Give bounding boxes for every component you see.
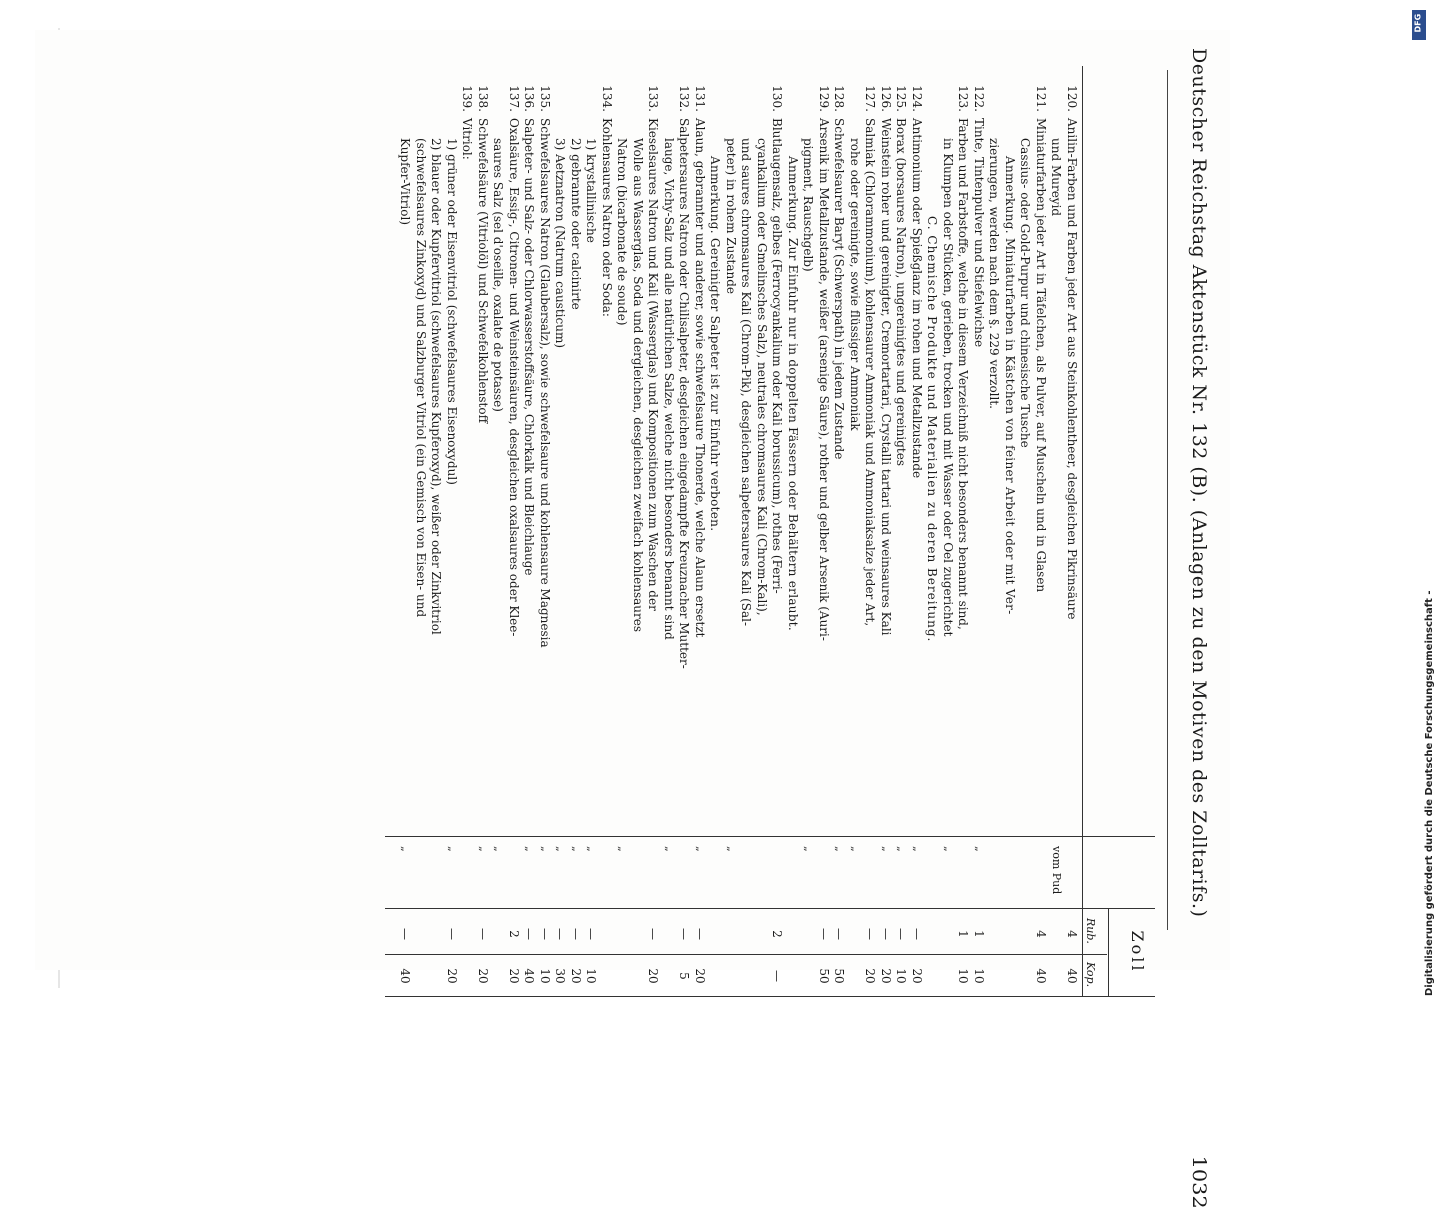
tariff-row — [816, 66, 832, 1126]
tariff-description: peter) in rohem Zustande — [724, 138, 738, 295]
tariff-row — [909, 66, 925, 1126]
tariff-description: rohe oder gereinigte, sowie flüssiger Ammoniak — [848, 138, 862, 431]
tariff-unit: „ — [880, 846, 893, 852]
tariff-unit: „ — [895, 846, 909, 852]
tariff-row — [630, 66, 646, 1126]
tariff-description: Oxalsäure, Essig-, Citronen- und Weinsteinsäuren, desgleichen oxalsaures oder Klee- — [507, 118, 521, 637]
tariff-row — [506, 66, 522, 1126]
page-header — [1174, 30, 1214, 1209]
duty-rubles: — — [522, 928, 537, 940]
tariff-number: 122. — [972, 85, 986, 112]
duty-kopeks: 20 — [879, 968, 893, 984]
duty-kopeks: 20 — [569, 968, 583, 984]
tariff-number: 125. — [894, 85, 909, 112]
tariff-row — [878, 66, 894, 1126]
duty-kopeks: 20 — [863, 968, 878, 984]
duty-rubles: — — [832, 928, 847, 940]
tariff-number: 128. — [832, 85, 847, 112]
tariff-row — [894, 66, 910, 1126]
tariff-description: Kupfer-Vitriol) — [398, 138, 413, 226]
tariff-unit: „ — [539, 846, 552, 852]
tariff-number: 129. — [817, 85, 831, 112]
tariff-number: 121. — [1034, 85, 1048, 112]
tariff-row — [832, 66, 848, 1126]
tariff-description: Weinstein roher und gereinigter, Cremortartari, Crystalli tartari und weinsaures Kali — [879, 118, 893, 636]
tariff-row — [987, 66, 1003, 1126]
tariff-description: Tinte, Tintenpulver und Stiefelwichse — [972, 118, 986, 348]
tariff-row — [723, 66, 739, 1126]
tariff-description: Salmiak (Chlorammonium), kohlensaurer Ammoniak und Ammoniaksalze jeder Art, — [863, 118, 878, 627]
tariff-row — [770, 66, 786, 1126]
duty-kopeks: 20 — [476, 968, 490, 984]
duty-kopeks: 20 — [646, 968, 661, 984]
tariff-row — [1018, 66, 1034, 1126]
tariff-description: pigment, Rauschgelb) — [801, 138, 816, 272]
tariff-description: Salpeter- und Salz- oder Chlorwasserstoffsäure, Chlorkalk und Bleichlauge — [522, 118, 537, 576]
tariff-description: Kieselsaures Natron und Kali (Wasserglas) und Kompositionen zum Waschen der — [646, 118, 661, 611]
tariff-description: 1) grüner oder Eisenvitriol (schwefelsaures Eisenoxydul) — [445, 138, 459, 485]
tariff-row — [615, 66, 631, 1126]
duty-kopeks: 40 — [398, 968, 413, 984]
tariff-unit: vom Pud — [1050, 846, 1064, 895]
tariff-row — [553, 66, 569, 1126]
tariff-number: 131. — [693, 85, 707, 112]
duty-rubles: — — [584, 928, 599, 940]
tariff-row — [1002, 66, 1018, 1126]
tariff-unit: „ — [942, 846, 955, 852]
tariff-row — [863, 66, 879, 1126]
duty-kopeks: 40 — [1034, 968, 1048, 984]
tariff-description: Schwefelsäure (Vitriolöl) und Schwefelkohlenstoff — [476, 118, 490, 424]
kop-column-heading: Kop. — [1084, 962, 1097, 988]
tariff-description: in Klumpen oder Stücken, gerieben, trocken und mit Wasser oder Oel zugerichtet — [941, 138, 955, 637]
tariff-description: Borax (borsaures Natron), ungereinigtes und gereinigtes — [894, 118, 909, 466]
duty-rubles: — — [476, 928, 490, 940]
tariff-unit: „ — [973, 846, 986, 852]
tariff-unit: „ — [477, 846, 490, 852]
tariff-description: Salpetersaures Natron oder Chilisalpeter, desgleichen eingedampfte Kreuznacher Mutter- — [677, 118, 692, 669]
tariff-description: Anmerkung. Gereinigter Salpeter ist zur Einfuhr verboten. — [708, 156, 723, 532]
tariff-description: lauge, Vichy-Salz und alle natürlichen Salze, welche nicht besonders benannt sind — [662, 138, 676, 640]
tariff-description: zierungen, werden nach dem §. 229 verzollt. — [987, 138, 1002, 409]
tariff-number: 126. — [879, 85, 893, 112]
tariff-description: Kohlensaures Natron oder Soda: — [600, 118, 614, 317]
duty-kopeks: 20 — [507, 968, 521, 984]
tariff-description: 2) blauer oder Kupfervitriol (schwefelsaures Kupferoxyd), weißer oder Zinkvitriol — [429, 138, 444, 635]
duty-rubles: — — [693, 928, 707, 940]
tariff-unit: „ — [663, 846, 676, 852]
tariff-description: saures Salz (sel d'oseille, oxalate de potasse) — [491, 138, 506, 412]
tariff-description: Arsenik im Metallzustande, weißer (arsenige Säure), rother und gelber Arsenik (Auri- — [817, 118, 831, 641]
tariff-unit: „ — [833, 846, 847, 852]
tariff-number: 124. — [910, 85, 924, 112]
rub-column-heading: Rub. — [1084, 918, 1097, 944]
tariff-row — [584, 66, 600, 1126]
tariff-unit: „ — [725, 846, 738, 852]
tariff-number: 135. — [538, 85, 552, 112]
duty-rubles: 4 — [1065, 930, 1079, 938]
duty-kopeks: 5 — [677, 972, 692, 980]
tariff-number: 130. — [770, 85, 785, 112]
tariff-unit: „ — [570, 846, 583, 852]
tariff-number: 133. — [646, 85, 661, 112]
tariff-row — [1033, 66, 1049, 1126]
duty-kopeks: 50 — [817, 968, 831, 984]
tariff-description: Anmerkung. Zur Einfuhr nur in doppelten Fässern oder Behältern erlaubt. — [786, 156, 800, 632]
header-rule — [1167, 70, 1168, 930]
tariff-description: Vitriol: — [460, 118, 475, 160]
tariff-row — [801, 66, 817, 1126]
tariff-description: Antimonium oder Spießglanz im rohen und Metallzustande — [910, 118, 924, 479]
zoll-column-heading: Zoll — [1128, 930, 1147, 974]
tariff-row — [444, 66, 460, 1126]
tariff-number: 120. — [1065, 85, 1079, 112]
tariff-description: C. Chemische Produkte und Materialien zu deren Bereitung. — [925, 216, 940, 643]
duty-rubles: — — [553, 928, 568, 940]
tariff-number: 132. — [677, 85, 692, 112]
duty-kopeks: 50 — [832, 968, 847, 984]
tariff-description: Schwefelsaurer Baryt (Schwerspath) in jedem Zustande — [832, 118, 847, 460]
duty-rubles: 2 — [770, 930, 785, 938]
tariff-unit: „ — [554, 846, 568, 852]
duty-rubles: — — [910, 928, 924, 940]
duty-rubles: — — [445, 928, 459, 940]
duty-rubles: 1 — [956, 930, 971, 938]
tariff-row — [398, 66, 414, 1126]
duty-rubles: — — [398, 928, 413, 940]
duty-rubles: — — [538, 928, 552, 940]
tariff-unit: „ — [523, 846, 537, 852]
duty-kopeks: 10 — [538, 968, 552, 984]
tariff-row — [537, 66, 553, 1126]
tariff-row — [708, 66, 724, 1126]
tariff-row — [1064, 66, 1080, 1126]
tariff-unit: „ — [911, 846, 924, 852]
duty-rubles: — — [817, 928, 831, 940]
page-number: 1032 — [1188, 1155, 1210, 1209]
tariff-row — [971, 66, 987, 1126]
tariff-unit: „ — [492, 846, 506, 852]
tariff-description: und saures chromsaures Kali (Chrom-Pik), desgleichen salpetersaures Kali (Sal- — [739, 138, 754, 627]
tariff-row — [739, 66, 755, 1126]
header-title: Deutscher Reichstag Aktenstück Nr. 132 (B). (Anlagen zu den Motiven des Zolltarifs.) — [1188, 48, 1210, 918]
tariff-row — [925, 66, 941, 1126]
tariff-row — [677, 66, 693, 1126]
tariff-row — [785, 66, 801, 1126]
dfg-logo: DFG — [1412, 10, 1426, 40]
duty-rubles: — — [677, 928, 692, 940]
tariff-unit: „ — [802, 846, 816, 852]
rotated-document-page — [35, 30, 1230, 1209]
duty-kopeks: 20 — [910, 968, 924, 984]
tariff-unit: „ — [849, 846, 862, 852]
duty-rubles: — — [863, 928, 878, 940]
duty-kopeks: 40 — [1065, 968, 1079, 984]
tariff-number: 136. — [522, 85, 537, 112]
tariff-unit: „ — [694, 846, 707, 852]
zoll-header-rule — [1108, 908, 1109, 996]
tariff-row — [568, 66, 584, 1126]
duty-rubles: — — [879, 928, 893, 940]
tariff-row — [522, 66, 538, 1126]
tariff-row — [847, 66, 863, 1126]
tariff-description: cyankalium oder Gmelinsches Salz), neutrales chromsaures Kali (Chrom-Kali), — [755, 138, 769, 616]
tariff-number: 138. — [476, 85, 490, 112]
tariff-row — [956, 66, 972, 1126]
tariff-description: 3) Aetznatron (Natrum causticum) — [553, 138, 568, 348]
tariff-row — [413, 66, 429, 1126]
tariff-description: Cassius- oder Gold-Purpur und chinesische Tusche — [1018, 138, 1033, 448]
tariff-number: 139. — [460, 85, 475, 112]
tariff-row — [429, 66, 445, 1126]
duty-kopeks: 10 — [584, 968, 599, 984]
tariff-row — [1049, 66, 1065, 1126]
tariff-description: Blutlaugensalz, gelbes (Ferrocyankalium oder Kali borussicum), rothes (Ferri- — [770, 118, 785, 594]
table-header-rule — [1082, 66, 1083, 996]
tariff-row — [646, 66, 662, 1126]
duty-kopeks: 20 — [445, 968, 459, 984]
digitization-credit: Digitalisierung gefördert durch die Deutsche Forschungsgemeinschaft - — [1424, 590, 1435, 996]
duty-kopeks: 40 — [522, 968, 537, 984]
tariff-number: 137. — [507, 85, 521, 112]
tariff-description: Anmerkung. Miniaturfarben in Kästchen von feiner Arbeit oder mit Ver- — [1003, 156, 1017, 615]
tariff-description: Wolle aus Wasserglas, Soda und dergleichen, desgleichen zweifach kohlensaures — [631, 138, 645, 633]
tariff-description: Anilin-Farben und Farben jeder Art aus Steinkohlentheer, desgleichen Pikrinsäure — [1065, 118, 1079, 620]
duty-rubles: — — [646, 928, 661, 940]
tariff-row — [661, 66, 677, 1126]
tariff-description: 2) gebrannte oder calcinirte — [569, 138, 583, 310]
tariff-row — [460, 66, 476, 1126]
tariff-row — [940, 66, 956, 1126]
digitization-sidebar — [1402, 6, 1435, 996]
tariff-table — [385, 66, 1155, 1126]
duty-kopeks: 10 — [956, 968, 971, 984]
tariff-unit: „ — [399, 846, 413, 852]
duty-rubles: — — [894, 928, 909, 940]
duty-kopeks: 10 — [972, 968, 986, 984]
tariff-unit: „ — [446, 846, 459, 852]
tariff-description: und Mureyid — [1049, 138, 1064, 217]
tariff-unit: „ — [616, 846, 630, 852]
duty-rubles: — — [569, 928, 583, 940]
tariff-number: 134. — [600, 85, 614, 112]
duty-kopeks: — — [770, 970, 785, 982]
duty-rubles: 1 — [972, 930, 986, 938]
tariff-row — [692, 66, 708, 1126]
duty-rubles: 4 — [1034, 930, 1048, 938]
duty-kopeks: 30 — [553, 968, 568, 984]
tariff-description: 1) krystallinische — [584, 138, 599, 243]
tariff-row — [475, 66, 491, 1126]
tariff-unit: „ — [585, 846, 599, 852]
tariff-row — [599, 66, 615, 1126]
duty-kopeks: 20 — [693, 968, 707, 984]
tariff-number: 127. — [863, 85, 878, 112]
tariff-description: (schwefelsaures Zinkoxyd) und Salzburger Vitriol (ein Gemisch von Eisen- und — [414, 138, 428, 618]
tariff-row — [491, 66, 507, 1126]
duty-rubles: 2 — [507, 930, 521, 938]
tariff-description: Miniaturfarben jeder Art in Täfelchen, als Pulver, auf Muscheln und in Glasen — [1034, 118, 1048, 593]
tariff-description: Natron (bicarbonate de soude) — [615, 138, 630, 326]
tariff-row — [754, 66, 770, 1126]
tariff-description: Alaun, gebrannter und anderer, sowie schwefelsaure Thonerde, welche Alaun ersetzt — [693, 118, 707, 638]
tariff-number: 123. — [956, 85, 971, 112]
tariff-description: Farben und Farbstoffe, welche in diesem Verzeichniß nicht besonders benannt sind, — [956, 118, 971, 630]
tariff-description: Schwefelsaures Natron (Glaubersalz), sowie schwefelsaure und kohlensaure Magnesia — [538, 118, 552, 648]
duty-kopeks: 10 — [894, 968, 909, 984]
